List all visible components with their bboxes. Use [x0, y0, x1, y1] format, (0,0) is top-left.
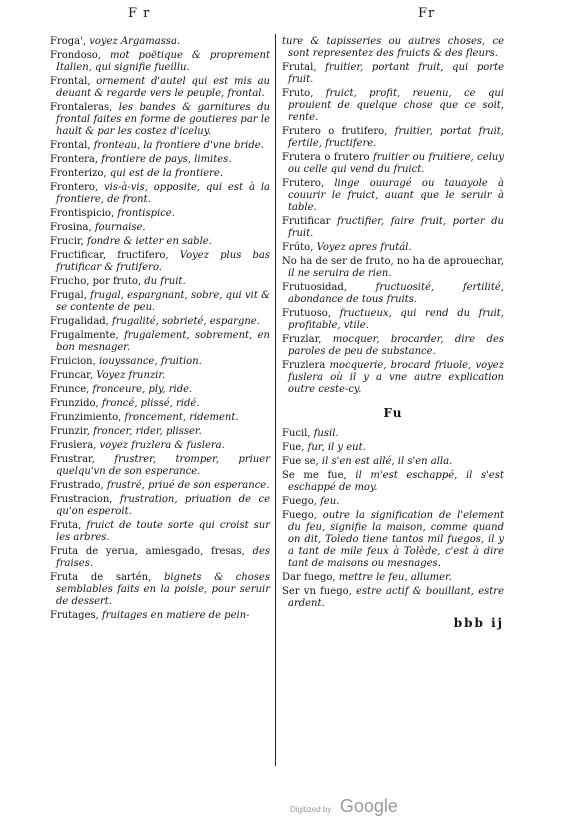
dictionary-entry — [50, 330, 270, 354]
entry-headword: Se me fue, — [282, 470, 356, 481]
dictionary-entry — [282, 152, 504, 176]
dictionary-entry — [50, 236, 270, 248]
dictionary-entry — [282, 510, 504, 570]
entry-definition: outre la signification de l'element du feu, signifie la maison, comme quand on dit, Toledo tiene tantos mil fuegos, il y a tant de mile feux à Tolède, c'est à dire tant de maisons ou mesnages. — [288, 510, 504, 569]
column-divider — [275, 34, 276, 766]
dictionary-entry — [282, 308, 504, 332]
fr-entries-continued — [282, 36, 504, 396]
entry-definition: fusil. — [313, 428, 339, 439]
dictionary-entry — [50, 222, 270, 234]
dictionary-entry — [50, 480, 270, 492]
entry-headword: Frutero, — [282, 178, 335, 189]
entry-definition: des fraises. — [56, 546, 270, 569]
fu-entries — [282, 428, 504, 610]
entry-headword: Frutuoso, — [282, 308, 340, 319]
entry-definition: frugal, espargnant, sobre, qui vit & se contente de peu. — [56, 290, 271, 313]
entry-headword: Fruncar, — [50, 370, 97, 381]
entry-headword: Frondoso, — [50, 50, 110, 61]
dictionary-entry — [282, 178, 504, 214]
dictionary-entry — [282, 216, 504, 240]
entry-definition: Voyez apres frutál. — [316, 242, 412, 253]
entry-definition: Voyez frunzir. — [96, 370, 166, 381]
entry-definition: frugalement, sobrement, en bon mesnager. — [56, 330, 270, 353]
dictionary-entry — [50, 356, 270, 368]
dictionary-entry — [50, 76, 270, 100]
entry-headword: Fucil, — [282, 428, 314, 439]
entry-headword: Fructificar, fructifero, — [50, 250, 180, 261]
entry-headword: Frutera o frutero — [282, 152, 374, 163]
entry-headword: Frontal, — [50, 76, 97, 87]
dictionary-entry — [282, 126, 504, 150]
section-heading-fu: Fu — [383, 406, 403, 420]
entry-headword: Frugalmente, — [50, 330, 125, 341]
dictionary-entry — [282, 586, 504, 610]
entry-definition: Voyez plus bas frutificar & frutifero. — [56, 250, 271, 273]
entry-definition: il ne seruira de rien. — [288, 268, 392, 279]
entry-headword: Frutero o frutifero, — [282, 126, 395, 137]
entry-definition: feu. — [320, 496, 340, 507]
entry-headword: Frustrar, — [50, 454, 115, 465]
entry-headword: Frunce, — [50, 384, 93, 395]
entry-headword: Fruicion, — [50, 356, 99, 367]
entry-headword: Fruzlar, — [282, 334, 333, 345]
entry-headword: Fue se, — [282, 456, 322, 467]
dictionary-entry — [282, 496, 504, 508]
watermark-prefix: Digitized by — [290, 805, 332, 814]
dictionary-entry — [50, 384, 270, 396]
dictionary-entry — [282, 334, 504, 358]
entry-headword: Fruto, — [282, 88, 326, 99]
dictionary-entry — [50, 440, 270, 452]
entry-definition: frustrer, tromper, priuer quelqu'vn de son esperance. — [56, 454, 270, 477]
dictionary-entry — [50, 370, 270, 382]
entry-headword: Frunzir, — [50, 426, 94, 437]
entry-definition: fructueux, qui rend du fruit, profitable, vtile. — [288, 308, 504, 331]
dictionary-entry — [282, 242, 504, 254]
dictionary-entry — [282, 456, 504, 468]
entry-definition: fruict de toute sorte qui croist sur les arbres. — [56, 520, 271, 543]
entry-definition: fructifier, faire fruit, porter du fruit. — [288, 216, 504, 239]
entry-headword: Fruta de yerua, amiesgado, fresas, — [50, 546, 253, 557]
dictionary-entry — [282, 470, 504, 494]
entry-headword: Fuego, — [282, 496, 321, 507]
digitized-watermark — [290, 796, 398, 817]
dictionary-entry — [282, 36, 504, 60]
entry-definition: frugalité, sobrieté, espargne. — [112, 316, 260, 327]
entry-definition: du fruit. — [144, 276, 186, 287]
entry-definition: voyez Argamassa. — [89, 36, 181, 47]
entry-headword: Frugalidad, — [50, 316, 113, 327]
entry-headword: Frúto, — [282, 242, 317, 253]
dictionary-entry — [50, 50, 270, 74]
dictionary-entry — [50, 572, 270, 608]
entry-definition: fruitier ou fruitiere, celuy ou celle qui vend du fruict. — [288, 152, 504, 175]
dictionary-entry — [282, 572, 504, 584]
dictionary-entry — [50, 290, 270, 314]
entry-definition: froncé, plissé, ridé. — [101, 398, 200, 409]
entry-headword: Fruzlera — [282, 360, 330, 371]
dictionary-entry — [50, 520, 270, 544]
entry-headword: Frugal, — [50, 290, 91, 301]
entry-definition: fondre & ietter en sable. — [87, 236, 212, 247]
signature-mark: bbb ij — [453, 616, 504, 630]
dictionary-entry — [50, 250, 270, 274]
entry-definition: fronceure, ply, ride. — [92, 384, 193, 395]
entry-definition: mot poëtique & proprement Italien, qui signifie fueillu. — [56, 50, 270, 73]
entry-definition: mettre le feu, allumer. — [338, 572, 452, 583]
entry-headword: Frunzido, — [50, 398, 102, 409]
dictionary-entry — [50, 168, 270, 180]
entry-definition: frontiere de pays, limites. — [101, 154, 232, 165]
running-head-right: Fr — [418, 6, 436, 21]
dictionary-entry — [50, 494, 270, 518]
dictionary-entry — [50, 276, 270, 288]
dictionary-entry — [50, 316, 270, 328]
entry-headword: Frucir, — [50, 236, 87, 247]
dictionary-entry — [50, 426, 270, 438]
entry-definition: les bandes & garnitures du frontal faites en forme de goutieres par le hault & par les costez d'iceluy. — [56, 102, 270, 137]
entry-headword: Frontal, — [50, 140, 94, 151]
google-logo: Google — [339, 796, 398, 816]
entry-definition: fronteau, la frontiere d'vne bride. — [93, 140, 264, 151]
entry-headword: Fruta, — [50, 520, 87, 531]
entry-definition: fruitages en matiere de pein- — [101, 610, 250, 621]
entry-definition: qui est de la frontiere. — [109, 168, 224, 179]
entry-headword: Frustrado, — [50, 480, 107, 491]
entry-definition: frustration, priuation de ce qu'on esperoit. — [56, 494, 270, 517]
entry-definition: linge ouuragé ou tauayole à couurir le fruict, auant que le seruir à table. — [288, 178, 504, 213]
entry-headword: Frutages, — [50, 610, 102, 621]
entry-definition: iouyssance, fruition. — [98, 356, 202, 367]
dictionary-entry — [282, 360, 504, 396]
entry-headword: Frutuosidad, — [282, 282, 376, 293]
entry-headword: Ser vn fuego, — [282, 586, 357, 597]
dictionary-entry — [282, 428, 504, 440]
dictionary-entry — [50, 398, 270, 410]
entry-definition: vis-à-vis, opposite, qui est à la frontiere, de front. — [56, 182, 270, 205]
dictionary-entry — [50, 182, 270, 206]
dictionary-entry — [50, 546, 270, 570]
entry-definition: voyez fruzlera & fuslera. — [99, 440, 225, 451]
entry-headword: Frustracion, — [50, 494, 120, 505]
entry-headword: Frontero, — [50, 182, 105, 193]
entry-definition: fruitier, portant fruit, qui porte fruit. — [288, 62, 505, 85]
dictionary-entry — [282, 256, 504, 280]
left-column — [50, 36, 270, 624]
entry-headword: Fruta de sartén, — [50, 572, 164, 583]
entry-definition: bignets & choses semblables faits en la poisle, pour seruir de dessert. — [56, 572, 270, 607]
dictionary-entry — [50, 454, 270, 478]
right-column — [282, 36, 504, 630]
entry-definition: mocquerie, brocard friuole, voyez fuslera où il y a vne autre explication outre ceste-cy. — [288, 360, 504, 395]
dictionary-entry — [282, 282, 504, 306]
dictionary-entry — [50, 102, 270, 138]
entry-definition: froncement, ridement. — [124, 412, 239, 423]
dictionary-entry — [50, 140, 270, 152]
entry-headword: Frunzimiento, — [50, 412, 125, 423]
entry-definition: froncer, rider, plisser. — [93, 426, 202, 437]
entry-definition: fur, il y eut. — [307, 442, 366, 453]
entry-headword: Fue, — [282, 442, 308, 453]
dictionary-entry — [50, 208, 270, 220]
entry-definition: fruitier, portat fruit, fertile, fructifere. — [288, 126, 504, 149]
entry-definition: frontispice. — [117, 208, 175, 219]
entry-headword: Fruslera, — [50, 440, 100, 451]
entry-headword: Frosina, — [50, 222, 95, 233]
entry-definition: ture & tapisseries ou autres choses, ce sont representez des fruicts & des fleurs. — [282, 36, 504, 59]
entry-headword: Frontaleras, — [50, 102, 119, 113]
entry-headword: Frucho, por fruto, — [50, 276, 145, 287]
entry-definition: fructuosité, fertilité, abondance de tous fruits. — [288, 282, 504, 305]
dictionary-entry — [282, 62, 504, 86]
entry-definition: fruict, profit, reuenu, ce qui prouient de quelque chose que ce soit, rente. — [288, 88, 504, 123]
entry-definition: il m'est eschappé, il s'est eschappé de moy. — [288, 470, 504, 493]
dictionary-entry — [50, 154, 270, 166]
entry-headword: Frutal, — [282, 62, 326, 73]
entry-headword: No ha de ser de fruto, no ha de aprouechar, — [282, 256, 504, 267]
dictionary-entry — [50, 36, 270, 48]
entry-headword: Fronterizo, — [50, 168, 110, 179]
entry-definition: ornement d'autel qui est mis au deuant & regarde vers le peuple, frontal. — [56, 76, 270, 99]
entry-definition: estre actif & bouillant, estre ardent. — [288, 586, 505, 609]
entry-definition: frustré, priué de son esperance. — [106, 480, 270, 491]
entry-headword: Frutificar — [282, 216, 337, 227]
dictionary-entry — [282, 88, 504, 124]
entry-definition: il s'en est allé, il s'en alla. — [321, 456, 453, 467]
entry-headword: Fuego, — [282, 510, 323, 521]
entry-headword: Froga', — [50, 36, 90, 47]
dictionary-entry — [50, 610, 270, 622]
running-head-left: F r — [128, 6, 151, 21]
dictionary-entry — [50, 412, 270, 424]
entry-headword: Frontispicio, — [50, 208, 118, 219]
entry-definition: fournaise. — [94, 222, 146, 233]
entry-headword: Frontera, — [50, 154, 102, 165]
entry-headword: Dar fuego, — [282, 572, 339, 583]
dictionary-entry — [282, 442, 504, 454]
entry-definition: mocquer, brocarder, dire des paroles de peu de substance. — [288, 334, 504, 357]
